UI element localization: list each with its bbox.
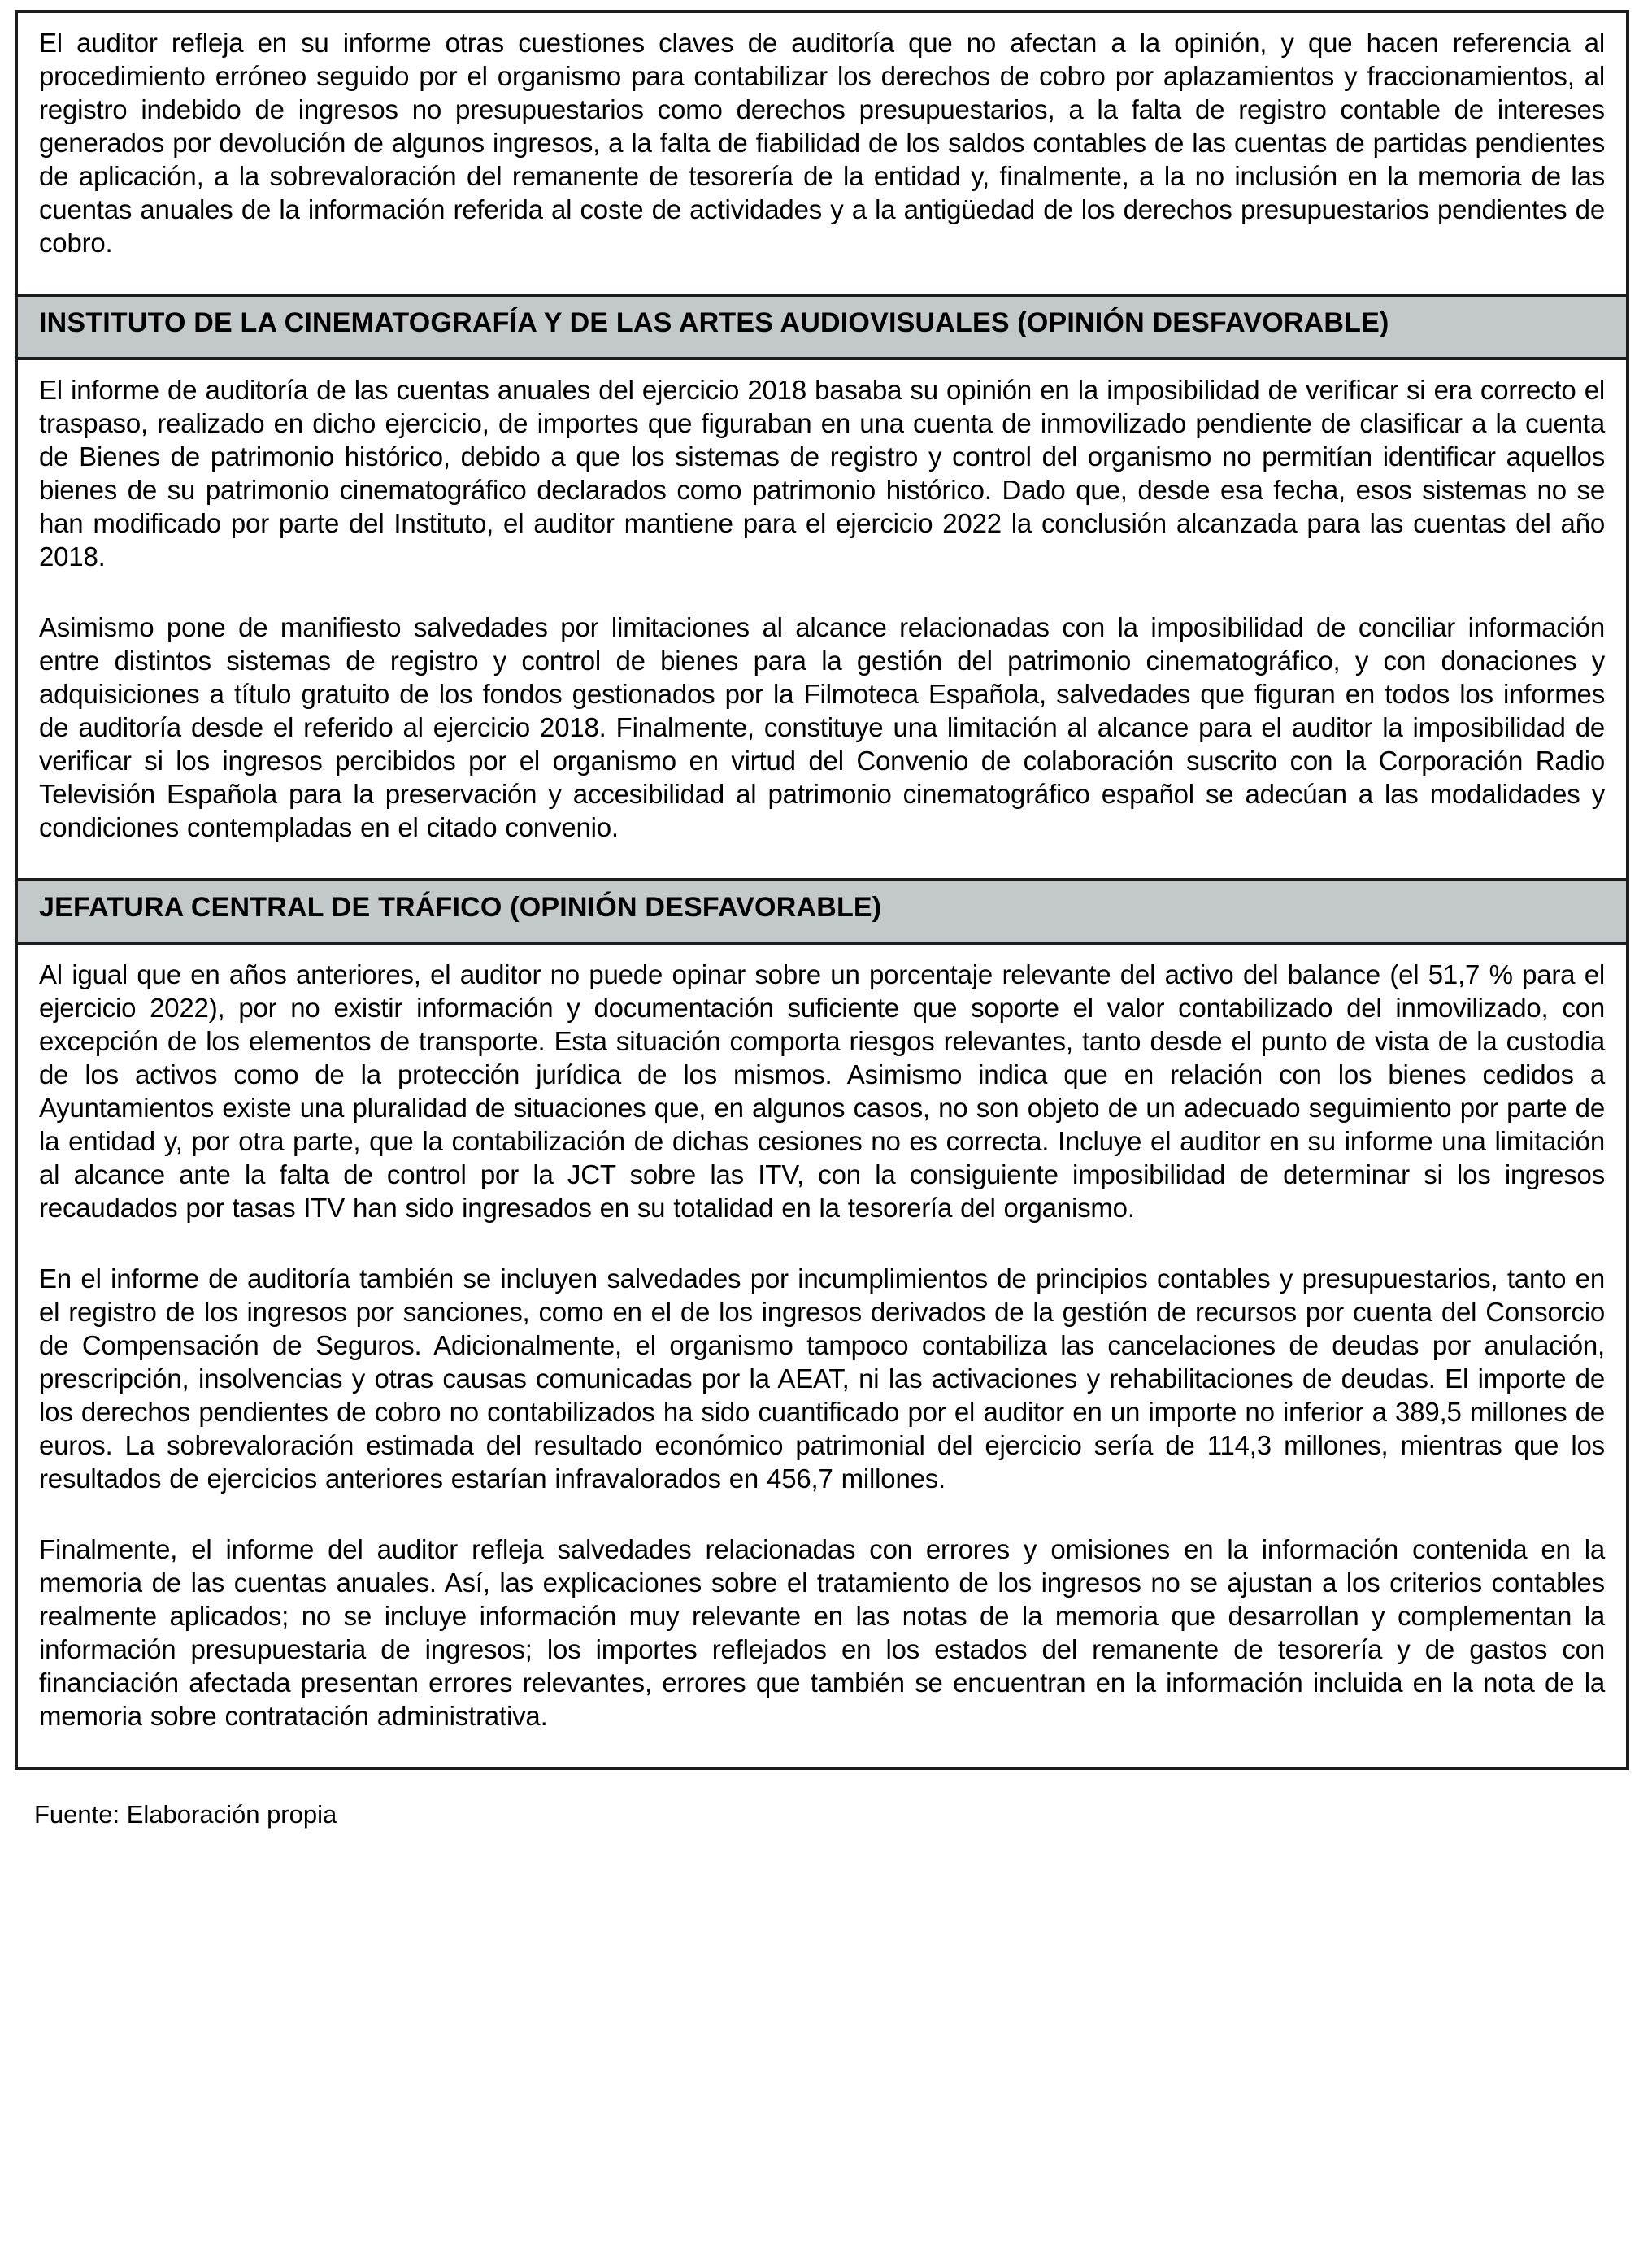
section-header-icaa — [18, 294, 1626, 357]
section-heading-jct: JEFATURA CENTRAL DE TRÁFICO (OPINIÓN DESFAVORABLE) — [39, 892, 882, 923]
section-header-jct — [18, 878, 1626, 942]
jct-paragraph-2: En el informe de auditoría también se incluyen salvedades por incumplimientos de principios contables y presupuestarios, tanto en el registro de los ingresos por sanciones, como en el de los ingresos derivados de la gestión de recursos por cuenta del Consorcio de Compensación de Seguros. Adicionalmente, el organismo tampoco contabiliza las cancelaciones de deudas por anulación, prescripción, insolvencias y otras causas comunicadas por la AEAT, ni las activaciones y rehabilitaciones de deudas. El importe de los derechos pendientes de cobro no contabilizados ha sido cuantificado por el auditor en un importe no inferior a 389,5 millones de euros. La sobrevaloración estimada del resultado económico patrimonial del ejercicio sería de 114,3 millones, mientras que los resultados de ejercicios anteriores estarían infravalorados en 456,7 millones. — [39, 1263, 1605, 1494]
intro-paragraph: El auditor refleja en su informe otras cuestiones claves de auditoría que no afectan a la opinión, y que hacen referencia al procedimiento erróneo seguido por el organismo para contabilizar los derechos de cobro por aplazamientos y fraccionamientos, al registro indebido de ingresos no presupuestarios como derechos presupuestarios, a la falta de registro contable de intereses generados por devolución de algunos ingresos, a la falta de fiabilidad de los saldos contables de las cuentas de partidas pendientes de aplicación, a la sobrevaloración del remanente de tesorería de la entidad y, finalmente, a la no inclusión en la memoria de las cuentas anuales de la información referida al coste de actividades y a la antigüedad de los derechos presupuestarios pendientes de cobro. — [39, 28, 1605, 258]
table-cell-jct — [18, 942, 1626, 1767]
jct-paragraph-3: Finalmente, el informe del auditor refleja salvedades relacionadas con errores y omisiones en la información contenida en la memoria de las cuentas anuales. Así, las explicaciones sobre el tratamiento de los ingresos no se ajustan a los criterios contables realmente aplicados; no se incluye información muy relevante en las notas de la memoria que desarrollan y complementan la información presupuestaria de ingresos; los importes reflejados en los estados del remanente de tesorería y de gastos con financiación afectada presentan errores relevantes, errores que también se encuentran en la información incluida en la nota de la memoria sobre contratación administrativa. — [39, 1534, 1605, 1731]
table-cell-intro — [18, 13, 1626, 294]
section-heading-icaa: INSTITUTO DE LA CINEMATOGRAFÍA Y DE LAS ARTES AUDIOVISUALES (OPINIÓN DESFAVORABLE) — [39, 307, 1389, 338]
source-note: Fuente: Elaboración propia — [34, 1800, 337, 1829]
icaa-paragraph-2: Asimismo pone de manifiesto salvedades por limitaciones al alcance relacionadas con la imposibilidad de conciliar información entre distintos sistemas de registro y control de bienes para la gestión del patrimonio cinematográfico, y con donaciones y adquisiciones a título gratuito de los fondos gestionados por la Filmoteca Española, salvedades que figuran en todos los informes de auditoría desde el referido al ejercicio 2018. Finalmente, constituye una limitación al alcance para el auditor la imposibilidad de verificar si los ingresos percibidos por el organismo en virtud del Convenio de colaboración suscrito con la Corporación Radio Televisión Española para la preservación y accesibilidad al patrimonio cinematográfico español se adecúan a las modalidades y condiciones contempladas en el citado convenio. — [39, 612, 1605, 842]
table-cell-icaa — [18, 357, 1626, 878]
icaa-paragraph-1: El informe de auditoría de las cuentas anuales del ejercicio 2018 basaba su opinión en la imposibilidad de verificar si era correcto el traspaso, realizado en dicho ejercicio, de importes que figuraban en una cuenta de inmovilizado pendiente de clasificar a la cuenta de Bienes de patrimonio histórico, debido a que los sistemas de registro y control del organismo no permitían identificar aquellos bienes de su patrimonio cinematográfico declarados como patrimonio histórico. Dado que, desde esa fecha, esos sistemas no se han modificado por parte del Instituto, el auditor mantiene para el ejercicio 2022 la conclusión alcanzada para las cuentas del año 2018. — [39, 375, 1605, 572]
audit-findings-table — [15, 10, 1629, 1770]
jct-paragraph-1: Al igual que en años anteriores, el auditor no puede opinar sobre un porcentaje relevante del activo del balance (el 51,7 % para el ejercicio 2022), por no existir información y documentación suficiente que soporte el valor contabilizado del inmovilizado, con excepción de los elementos de transporte. Esta situación comporta riesgos relevantes, tanto desde el punto de vista de la custodia de los activos como de la protección jurídica de los mismos. Asimismo indica que en relación con los bienes cedidos a Ayuntamientos existe una pluralidad de situaciones que, en algunos casos, no son objeto de un adecuado seguimiento por parte de la entidad y, por otra parte, que la contabilización de dichas cesiones no es correcta. Incluye el auditor en su informe una limitación al alcance ante la falta de control por la JCT sobre las ITV, con la consiguiente imposibilidad de determinar si los ingresos recaudados por tasas ITV han sido ingresados en su totalidad en la tesorería del organismo. — [39, 959, 1605, 1223]
